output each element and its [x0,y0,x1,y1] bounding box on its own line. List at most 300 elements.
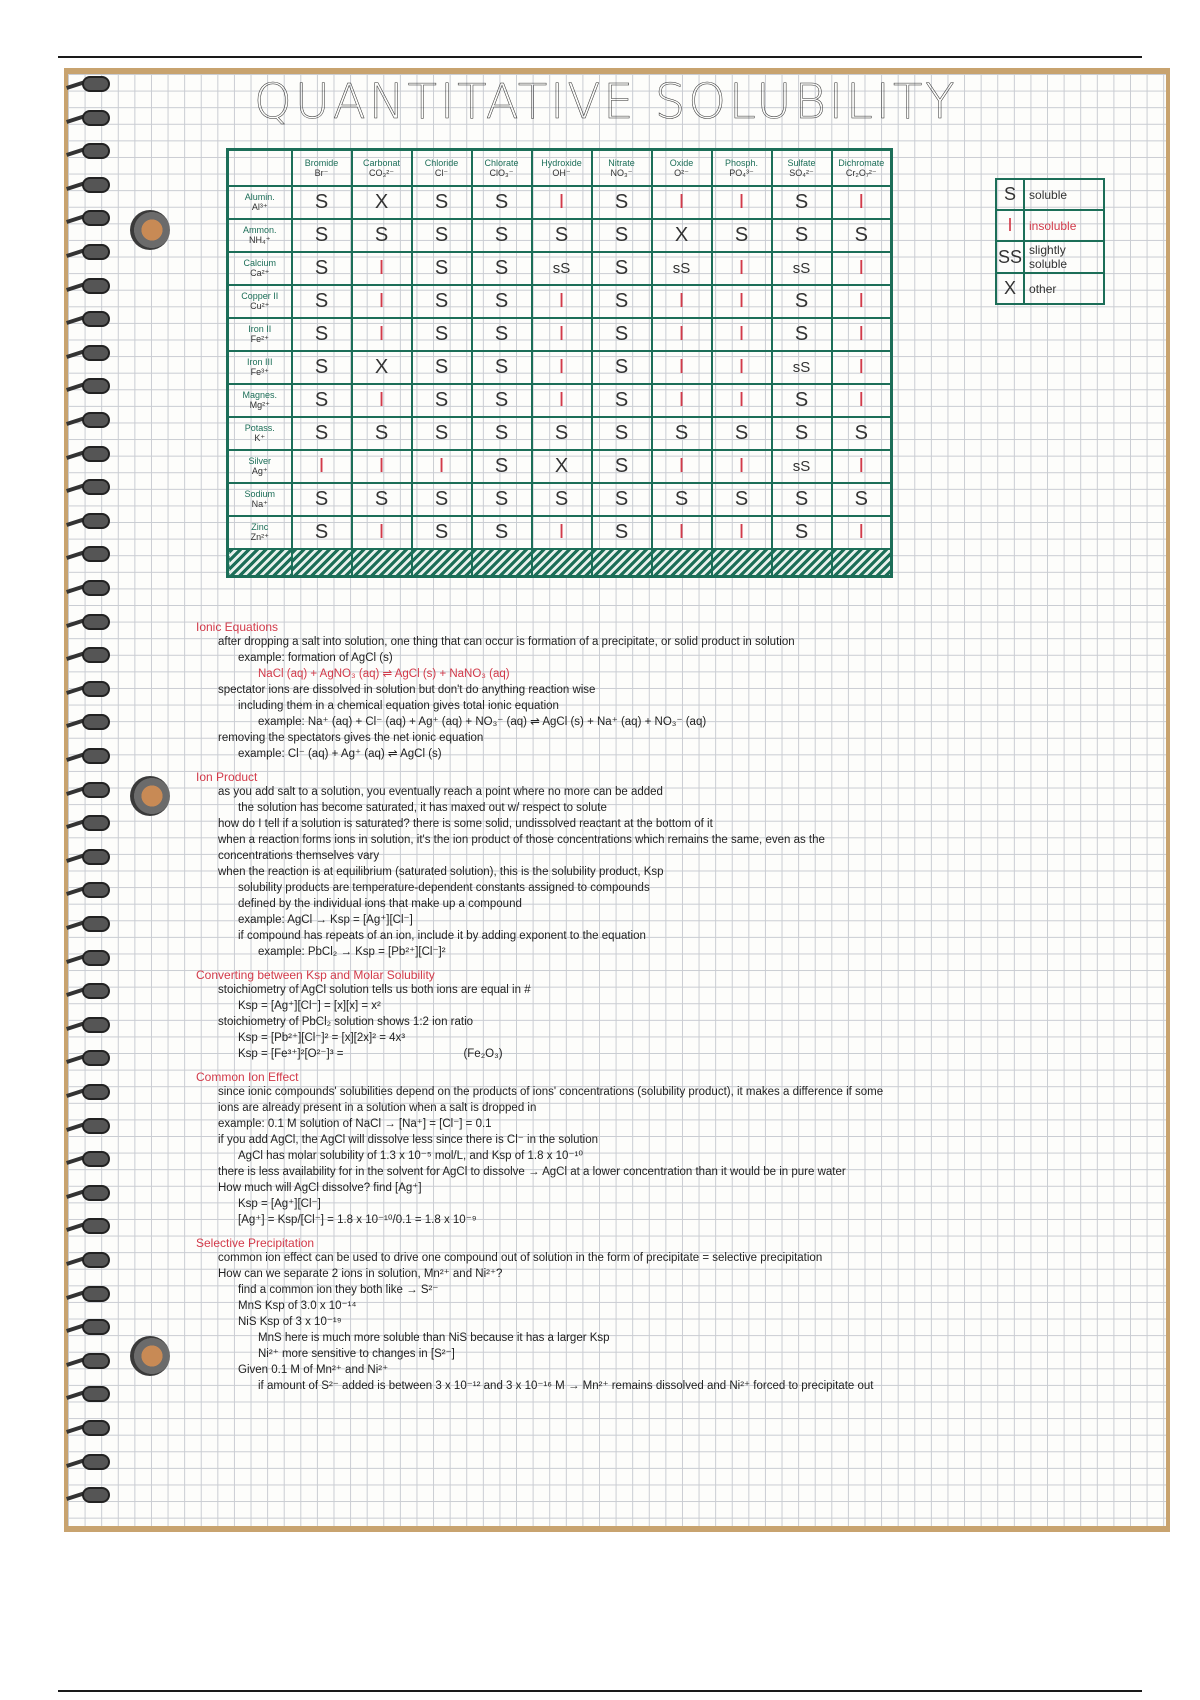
note-line: MnS here is much more soluble than NiS because it has a larger Ksp [258,1332,610,1344]
table-cell: S [292,516,352,549]
column-header [472,150,532,186]
column-name: Nitrate [608,157,635,168]
note-line: when the reaction is at equilibrium (saturated solution), this is the solubility product, Ksp [218,866,664,878]
spiral-coil-icon [62,782,116,800]
row-formula: Na⁺ [251,499,268,509]
row-formula: Mg²⁺ [249,400,270,410]
note-line: find a common ion they both like → S²⁻ [238,1284,439,1296]
spiral-coil-icon [62,580,116,598]
table-cell: S [772,384,832,417]
note-line: ions are already present in a solution when a salt is dropped in [218,1102,537,1114]
legend-label: insoluble [1024,210,1104,241]
note-line: NaCl (aq) + AgNO₃ (aq) ⇌ AgCl (s) + NaNO₃ (aq) [258,668,510,680]
table-row [228,186,892,219]
table-cell: I [532,285,592,318]
row-name: Iron II [248,324,272,334]
spiral-coil-icon [62,1420,116,1438]
column-name: Phosph. [724,157,759,168]
note-line: spectator ions are dissolved in solution but don't do anything reaction wise [218,684,596,696]
spiral-coil-icon [62,546,116,564]
table-cell: sS [652,252,712,285]
row-name: Iron III [246,357,273,367]
table-cell: I [832,186,892,219]
note-line: if you add AgCl, the AgCl will dissolve less since there is Cl⁻ in the solution [218,1134,599,1146]
table-cell: S [592,351,652,384]
table-cell: S [772,483,832,516]
table-cell: I [832,285,892,318]
table-cell: I [532,351,592,384]
table-row [228,516,892,549]
table-cell: S [472,384,532,417]
row-formula: NH₄⁺ [249,235,271,245]
row-name: Copper II [241,291,279,301]
row-formula: Al³⁺ [251,202,268,212]
row-header [228,516,292,549]
column-formula: OH⁻ [552,167,571,178]
table-cell: S [772,318,832,351]
table-cell: I [712,252,772,285]
table-row [228,252,892,285]
table-cell: S [472,252,532,285]
table-cell: S [592,252,652,285]
note-line: stoichiometry of PbCl₂ solution shows 1:2 ion ratio [218,1016,474,1028]
legend-symbol: X [996,273,1024,304]
spiral-coil-icon [62,143,116,161]
table-cell: S [412,219,472,252]
table-cell: I [532,516,592,549]
table-cell: S [292,384,352,417]
spiral-coil-icon [62,1017,116,1035]
row-header [228,252,292,285]
spiral-coil-icon [62,614,116,632]
table-cell: I [832,516,892,549]
hatch-cell [412,549,472,577]
table-cell: S [412,318,472,351]
note-line: after dropping a salt into solution, one thing that can occur is formation of a precipitate, or solid product in solution [218,636,795,648]
table-cell: S [412,516,472,549]
table-cell: I [832,252,892,285]
spiral-binding [62,72,122,1532]
note-text: (Fe₂O₃) [463,1048,503,1060]
legend-label: other [1024,273,1104,304]
table-cell: S [832,483,892,516]
column-header [592,150,652,186]
table-cell: S [712,417,772,450]
table-cell: X [352,351,412,384]
hatch-cell [472,549,532,577]
table-cell: sS [532,252,592,285]
spiral-coil-icon [62,311,116,329]
table-cell: I [292,450,352,483]
legend-symbol: I [996,210,1024,241]
table-corner [228,150,292,186]
spiral-coil-icon [62,76,116,94]
hatch-cell [292,549,352,577]
spiral-coil-icon [62,1386,116,1404]
table-cell: S [592,285,652,318]
row-name: Alumin. [244,192,275,202]
table-cell: I [652,450,712,483]
binder-hole-icon [130,1336,170,1376]
note-line: solubility products are temperature-dependent constants assigned to compounds [238,882,650,894]
spiral-coil-icon [62,983,116,1001]
spiral-coil-icon [62,1118,116,1136]
table-row [228,318,892,351]
spiral-coil-icon [62,278,116,296]
table-cell: S [472,186,532,219]
note-line: Ksp = [Ag⁺][Cl⁻] [238,1198,321,1210]
table-cell: S [772,417,832,450]
note-line: example: formation of AgCl (s) [238,652,393,664]
table-cell: S [592,384,652,417]
note-line: example: 0.1 M solution of NaCl → [Na⁺] = [Cl⁻] = 0.1 [218,1118,492,1130]
page-title: QUANTITATIVE SOLUBILITY [254,74,958,130]
table-cell: S [532,483,592,516]
table-cell: S [292,351,352,384]
row-name: Zinc [251,522,269,532]
table-cell: I [352,450,412,483]
table-cell: S [472,483,532,516]
note-line: defined by the individual ions that make up a compound [238,898,522,910]
column-name: Oxide [669,157,694,168]
row-header [228,483,292,516]
table-cell: sS [772,450,832,483]
column-name: Bromide [304,157,339,168]
hatch-cell [228,549,292,577]
note-line: concentrations themselves vary [218,850,380,862]
column-header [532,150,592,186]
legend-row [996,210,1104,241]
column-name: Chloride [424,157,459,168]
legend-row [996,241,1104,273]
table-row [228,483,892,516]
table-cell: S [592,516,652,549]
column-header [292,150,352,186]
table-cell: S [592,219,652,252]
table-cell: S [532,219,592,252]
table-cell: I [652,285,712,318]
table-cell: I [712,450,772,483]
table-cell: I [832,450,892,483]
section-heading: Selective Precipitation [196,1236,315,1250]
note-line: How much will AgCl dissolve? find [Ag⁺] [218,1182,422,1194]
note-line: example: Cl⁻ (aq) + Ag⁺ (aq) ⇌ AgCl (s) [238,748,442,760]
column-header [652,150,712,186]
table-cell: S [712,219,772,252]
table-cell: I [352,252,412,285]
spiral-coil-icon [62,446,116,464]
table-cell: S [292,417,352,450]
table-cell: I [352,516,412,549]
table-cell: S [292,219,352,252]
note-line: as you add salt to a solution, you eventually reach a point where no more can be added [218,786,663,798]
legend-symbol: SS [996,241,1024,273]
table-cell: S [412,417,472,450]
note-line: stoichiometry of AgCl solution tells us both ions are equal in # [218,984,531,996]
row-header [228,450,292,483]
legend-row [996,179,1104,210]
row-formula: Fe³⁺ [250,367,269,377]
column-header [832,150,892,186]
table-cell: S [472,219,532,252]
column-header [712,150,772,186]
table-row [228,351,892,384]
spiral-coil-icon [62,681,116,699]
table-cell: sS [772,351,832,384]
note-line: How can we separate 2 ions in solution, Mn²⁺ and Ni²⁺? [218,1268,503,1280]
spiral-coil-icon [62,1050,116,1068]
table-row [228,219,892,252]
table-cell: I [532,318,592,351]
column-formula: SO₄²⁻ [789,167,814,178]
column-header [352,150,412,186]
section-heading: Ion Product [196,770,258,784]
legend-label: slightly soluble [1024,241,1104,273]
note-line: AgCl has molar solubility of 1.3 x 10⁻⁵ mol/L, and Ksp of 1.8 x 10⁻¹⁰ [238,1150,583,1162]
spiral-coil-icon [62,378,116,396]
legend-symbol: S [996,179,1024,210]
table-cell: X [532,450,592,483]
spiral-coil-icon [62,882,116,900]
row-name: Calcium [243,258,276,268]
section-heading: Converting between Ksp and Molar Solubility [196,968,435,982]
section-heading: Ionic Equations [196,620,279,634]
section-heading: Common Ion Effect [196,1070,299,1084]
legend-table [995,178,1105,305]
table-cell: I [712,351,772,384]
row-formula: Ag⁺ [251,466,268,476]
column-header [772,150,832,186]
table-cell: X [652,219,712,252]
row-name: Silver [248,456,271,466]
row-name: Magnes. [242,390,278,400]
spiral-coil-icon [62,815,116,833]
table-cell: S [352,483,412,516]
bottom-rule [58,1690,1142,1692]
table-cell: S [292,285,352,318]
hatch-cell [352,549,412,577]
table-cell: S [472,516,532,549]
table-row [228,417,892,450]
table-row [228,450,892,483]
note-line: since ionic compounds' solubilities depend on the products of ions' concentrations (solubility product), it makes a difference if some [218,1086,884,1098]
note-line: when a reaction forms ions in solution, it's the ion product of those concentrations which remains the same, even as the [218,834,825,846]
table-cell: S [292,252,352,285]
column-formula: PO₄³⁻ [729,167,754,178]
note-line: example: AgCl → Ksp = [Ag⁺][Cl⁻] [238,914,413,926]
table-cell: X [352,186,412,219]
note-line: the solution has become saturated, it has maxed out w/ respect to solute [238,802,607,814]
notes [196,612,1116,1394]
table-cell: S [412,285,472,318]
spiral-coil-icon [62,950,116,968]
note-line: if amount of S²⁻ added is between 3 x 10⁻¹² and 3 x 10⁻¹⁶ M → Mn²⁺ remains dissolved and Ni²⁺ forced to precipitate out [258,1380,874,1392]
table-cell: S [352,417,412,450]
note-line: Ni²⁺ more sensitive to changes in [S²⁻] [258,1348,455,1360]
column-formula: Cl⁻ [434,167,449,178]
table-cell: I [532,384,592,417]
table-cell: S [772,186,832,219]
table-cell: sS [772,252,832,285]
spiral-coil-icon [62,210,116,228]
column-name: Chlorate [484,157,519,168]
table-cell: S [592,186,652,219]
spiral-coil-icon [62,714,116,732]
table-cell: S [832,417,892,450]
table-cell: S [712,483,772,516]
row-header [228,186,292,219]
table-cell: I [832,318,892,351]
column-formula: Br⁻ [314,167,329,178]
row-formula: Fe²⁺ [250,334,269,344]
table-cell: S [652,417,712,450]
table-cell: S [412,252,472,285]
column-formula: ClO₃⁻ [489,167,514,178]
table-cell: S [352,219,412,252]
solubility-table [226,148,893,578]
table-cell: I [712,384,772,417]
top-rule [58,56,1142,58]
hatch-cell [532,549,592,577]
table-cell: S [592,450,652,483]
spiral-coil-icon [62,1319,116,1337]
table-cell: S [292,483,352,516]
note-line: MnS Ksp of 3.0 x 10⁻¹⁴ [238,1300,357,1312]
table-cell: I [712,285,772,318]
table-cell: S [412,384,472,417]
spiral-coil-icon [62,1454,116,1472]
table-cell: S [772,516,832,549]
table-cell: I [352,285,412,318]
table-cell: I [412,450,472,483]
note-line: [Ag⁺] = Ksp/[Cl⁻] = 1.8 x 10⁻¹⁰/0.1 = 1.8 x 10⁻⁹ [238,1214,477,1226]
row-formula: Cu²⁺ [250,301,270,311]
row-formula: Ca²⁺ [250,268,270,278]
spiral-coil-icon [62,647,116,665]
row-header [228,384,292,417]
note-line: NiS Ksp of 3 x 10⁻¹⁹ [238,1316,342,1328]
legend-label: soluble [1024,179,1104,210]
column-formula: Cr₂O₇²⁻ [845,167,877,178]
spiral-coil-icon [62,1218,116,1236]
spiral-coil-icon [62,1185,116,1203]
spiral-coil-icon [62,110,116,128]
hatch-cell [592,549,652,577]
table-cell: I [712,516,772,549]
legend-row [996,273,1104,304]
table-cell: S [412,351,472,384]
spiral-coil-icon [62,412,116,430]
spiral-coil-icon [62,244,116,262]
table-cell: S [772,219,832,252]
row-name: Potass. [244,423,275,433]
spiral-coil-icon [62,177,116,195]
table-cell: S [472,417,532,450]
note-line: example: Na⁺ (aq) + Cl⁻ (aq) + Ag⁺ (aq) + NO₃⁻ (aq) ⇌ AgCl (s) + Na⁺ (aq) + NO₃⁻ (aq) [258,716,707,728]
note-line: there is less availability for in the solvent for AgCl to dissolve → AgCl at a lower concentration than it would be in pure water [218,1166,846,1178]
spiral-coil-icon [62,1151,116,1169]
table-cell: I [712,318,772,351]
row-header [228,351,292,384]
table-cell: I [832,351,892,384]
row-name: Ammon. [242,225,277,235]
hatch-cell [652,549,712,577]
spiral-coil-icon [62,849,116,867]
table-cell: S [472,318,532,351]
note-line: Ksp = [Pb²⁺][Cl⁻]² = [x][2x]² = 4x³ [238,1032,406,1044]
row-formula: Zn²⁺ [250,532,269,542]
table-cell: S [472,351,532,384]
row-header [228,417,292,450]
column-name: Hydroxide [541,157,582,168]
table-cell: S [772,285,832,318]
row-header [228,318,292,351]
table-cell: I [652,516,712,549]
note-line: common ion effect can be used to drive one compound out of solution in the form of precipitate = selective precipitation [218,1252,823,1264]
column-formula: NO₃⁻ [610,167,633,178]
spiral-coil-icon [62,513,116,531]
column-name: Sulfate [787,157,816,168]
table-row [228,384,892,417]
table-cell: I [832,384,892,417]
spiral-coil-icon [62,1286,116,1304]
table-cell: S [292,318,352,351]
table-cell: I [712,186,772,219]
note-line: including them in a chemical equation gives total ionic equation [238,700,559,712]
table-cell: S [472,450,532,483]
hatched-footer-row [228,549,892,577]
column-name: Carbonat [362,157,401,168]
spiral-coil-icon [62,916,116,934]
hatch-cell [772,549,832,577]
spiral-coil-icon [62,479,116,497]
column-name: Dichromate [838,157,885,168]
table-cell: I [652,351,712,384]
row-name: Sodium [244,489,275,499]
table-cell: S [652,483,712,516]
table-cell: S [592,483,652,516]
table-cell: I [652,318,712,351]
note-line: removing the spectators gives the net ionic equation [218,732,484,744]
hatch-cell [712,549,772,577]
note-text: Ksp = [Fe³⁺]²[O²⁻]³ = [238,1048,344,1060]
binder-hole-icon [130,210,170,250]
row-header [228,285,292,318]
spiral-coil-icon [62,1487,116,1505]
table-row [228,285,892,318]
table-cell: S [592,417,652,450]
table-cell: I [352,384,412,417]
table-cell: I [532,186,592,219]
table-cell: S [592,318,652,351]
spiral-coil-icon [62,1353,116,1371]
table-cell: I [352,318,412,351]
binder-hole-icon [130,776,170,816]
row-header [228,219,292,252]
table-cell: S [832,219,892,252]
column-header [412,150,472,186]
row-formula: K⁺ [254,433,266,443]
note-line: Given 0.1 M of Mn²⁺ and Ni²⁺ [238,1364,389,1376]
table-cell: S [412,483,472,516]
note-line [196,1046,1116,1062]
spiral-coil-icon [62,1252,116,1270]
spiral-coil-icon [62,345,116,363]
note-line: how do I tell if a solution is saturated? there is some solid, undissolved reactant at the bottom of it [218,818,713,830]
table-cell: S [412,186,472,219]
table-cell: S [472,285,532,318]
column-formula: O²⁻ [674,167,689,178]
